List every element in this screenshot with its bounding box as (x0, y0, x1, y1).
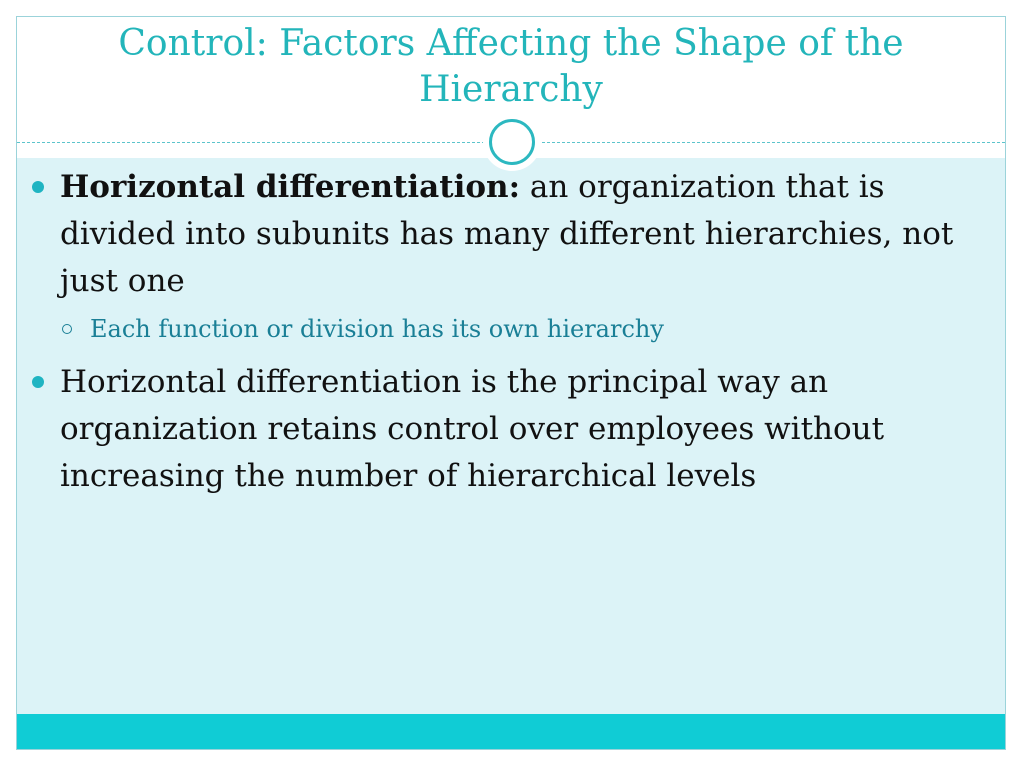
footer-bar (17, 714, 1005, 749)
bullet-text: an organization that is divided into subunits has many different hierarchies, not just one (60, 169, 954, 299)
bullet-icon (32, 181, 44, 193)
sub-bullet-item (30, 313, 984, 345)
ring-circle-icon (489, 119, 535, 165)
bullet-list (30, 164, 984, 504)
sub-bullet-text: Each function or division has its own hierarchy (90, 315, 664, 343)
bullet-item (30, 164, 984, 305)
hollow-bullet-icon (62, 324, 72, 334)
bullet-text: Horizontal differentiation is the principal way an organization retains control over employees without increasing the number of hierarchical levels (60, 364, 885, 494)
divider-ornament (483, 113, 541, 171)
bullet-item (30, 359, 984, 500)
slide-title: Control: Factors Affecting the Shape of the Hierarchy (118, 23, 904, 110)
bullet-term: Horizontal differentiation: (60, 169, 521, 205)
bullet-icon (32, 376, 44, 388)
